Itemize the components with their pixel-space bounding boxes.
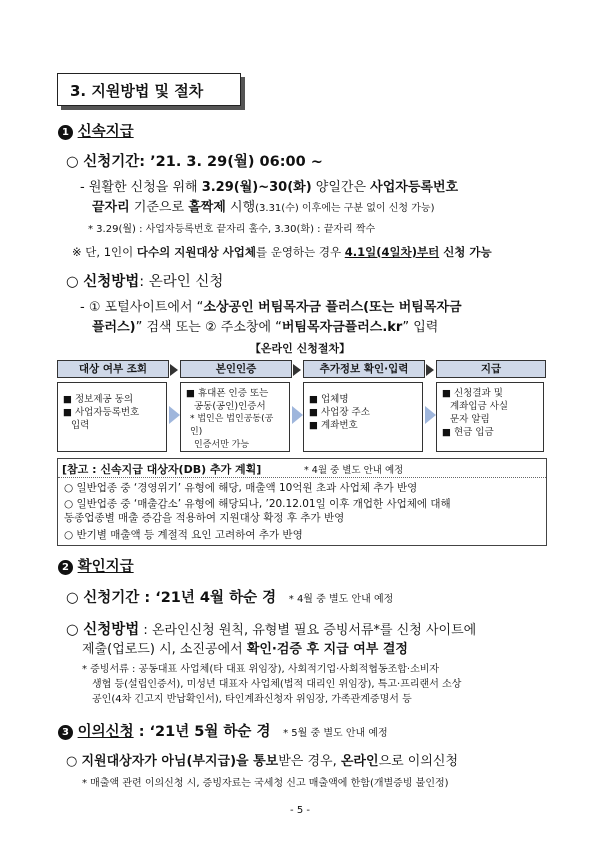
s1-note1: * 3.29(월) : 사업자등록번호 끝자리 홀수, 3.30(화) : 끝자리 짝수: [88, 224, 376, 235]
s2-method-line2: 제출(업로드) 시, 소진공에서 확인·검증 후 지급 여부 결정: [82, 642, 408, 657]
s1-title: 신속지급: [77, 124, 134, 140]
bullet-circle-icon: ○: [66, 590, 84, 606]
flow-step-4-head: 지급: [436, 360, 546, 378]
s1-heading: [58, 120, 134, 141]
s1-number: 1: [58, 125, 73, 140]
flow-step-4-box: ■ 신청결과 및 계좌입금 사실 문자 알림 ■ 현금 입금: [436, 382, 544, 452]
arrow-right-icon: [293, 364, 301, 376]
s3-line1: ○ 지원대상자가 아님(부지급)을 통보받은 경우, 온라인으로 이의신청: [66, 754, 459, 769]
reference-row: 동종업종별 매출 증감을 적용하여 지원대상 확정 후 추가 반영: [64, 512, 345, 524]
s1-period-value: : ’21. 3. 29(월) 06:00 ~: [139, 154, 323, 170]
s1-method-line1: - ① 포털사이트에서 “소상공인 버팀목자금 플러스(또는 버팀목자금: [80, 300, 462, 315]
s2-number: 2: [58, 560, 73, 575]
bullet-circle-icon: ○: [66, 754, 82, 769]
arrow-right-icon: [425, 406, 436, 424]
section-title: 3. 지원방법 및 절차: [70, 82, 204, 100]
reference-header: [참고 : 신속지급 대상자(DB) 추가 계획] * 4월 중 별도 안내 예정: [58, 459, 546, 478]
s3-title: 이의신청: [77, 724, 134, 740]
s3-note: * 매출액 관련 이의신청 시, 증빙자료는 국세청 신고 매출액에 한함(개별증빙 불인정): [82, 778, 449, 789]
reference-row: ○ 일반업종 중 ‘경영위기’ 유형에 해당, 매출액 10억원 초과 사업체 추가 반영: [64, 482, 418, 494]
arrow-right-icon: [292, 406, 303, 424]
s2-heading: [58, 555, 134, 576]
s1-line1: - 원활한 신청을 위해 3.29(월)~30(화) 양일간은 사업자등록번호: [80, 180, 459, 195]
s2-title: 확인지급: [77, 559, 134, 575]
reference-row: ○ 일반업종 중 ‘매출감소’ 유형에 해당되나, ’20.12.01일 이후 개업한 사업체에 대해: [64, 498, 451, 510]
reference-box: [57, 458, 547, 546]
bullet-circle-icon: ○: [66, 154, 84, 170]
flow-step-1-head: 대상 여부 조회: [57, 360, 169, 378]
arrow-right-icon: [426, 364, 434, 376]
section-title-box: [57, 73, 241, 106]
s1-multi-note: ※ 단, 1인이 다수의 지원대상 사업체를 운영하는 경우 4.1일(4일차)부터 신청 가능: [72, 245, 492, 259]
s1-method: ○ 신청방법: 온라인 신청: [66, 274, 224, 290]
arrow-right-icon: [169, 406, 180, 424]
arrow-right-icon: [170, 364, 178, 376]
s2-period: ○ 신청기간 : ‘21년 4월 하순 경 * 4월 중 별도 안내 예정: [66, 590, 394, 606]
bullet-circle-icon: ○: [66, 622, 84, 638]
flow-step-2-box: ■ 휴대폰 인증 또는 공동(공인)인증서 * 법인은 법인공동(공인) 인증서만 가능: [180, 382, 290, 452]
flow-step-1-box: ■ 정보제공 동의 ■ 사업자등록번호 입력: [57, 382, 167, 452]
s2-docs-line1: * 증빙서류 : 공동대표 사업체(타 대표 위임장), 사회적기업·사회적협동조합·소비자: [82, 664, 440, 675]
s2-docs-line2: 생협 등(설립인증서), 미성년 대표자 사업체(법적 대리인 위임장), 특고·프리랜서 소상: [92, 679, 462, 690]
s2-docs-line3: 공인(4차 긴고지 반납확인서), 타인계좌신청자 위임장, 가족관계증명서 등: [92, 694, 412, 705]
s1-method-line2: 플러스)” 검색 또는 ② 주소창에 “버팀목자금플러스.kr” 입력: [92, 320, 439, 335]
bullet-circle-icon: ○: [66, 274, 84, 290]
s1-period: [66, 150, 323, 171]
s2-method-line1: ○ 신청방법 : 온라인신청 원칙, 유형별 필요 증빙서류*를 신청 사이트에: [66, 622, 477, 638]
flow-step-3-box: ■ 업체명 ■ 사업장 주소 ■ 계좌번호: [303, 382, 423, 452]
flow-step-3-head: 추가정보 확인·입력: [303, 360, 425, 378]
s3-number: 3: [58, 725, 73, 740]
flow-title: 【온라인 신청절차】: [249, 342, 351, 355]
reference-row: ○ 반기별 매출액 등 계절적 요인 고려하여 추가 반영: [64, 529, 303, 541]
flow-step-2-head: 본인인증: [180, 360, 292, 378]
page-number: - 5 -: [290, 805, 310, 816]
s1-line2: 끝자리 기준으로 홀짝제 시행(3.31(수) 이후에는 구분 없이 신청 가능): [92, 200, 435, 215]
s3-heading: 3 이의신청 : ‘21년 5월 하순 경 * 5월 중 별도 안내 예정: [58, 720, 388, 741]
s1-period-label: 신청기간: [83, 154, 140, 170]
